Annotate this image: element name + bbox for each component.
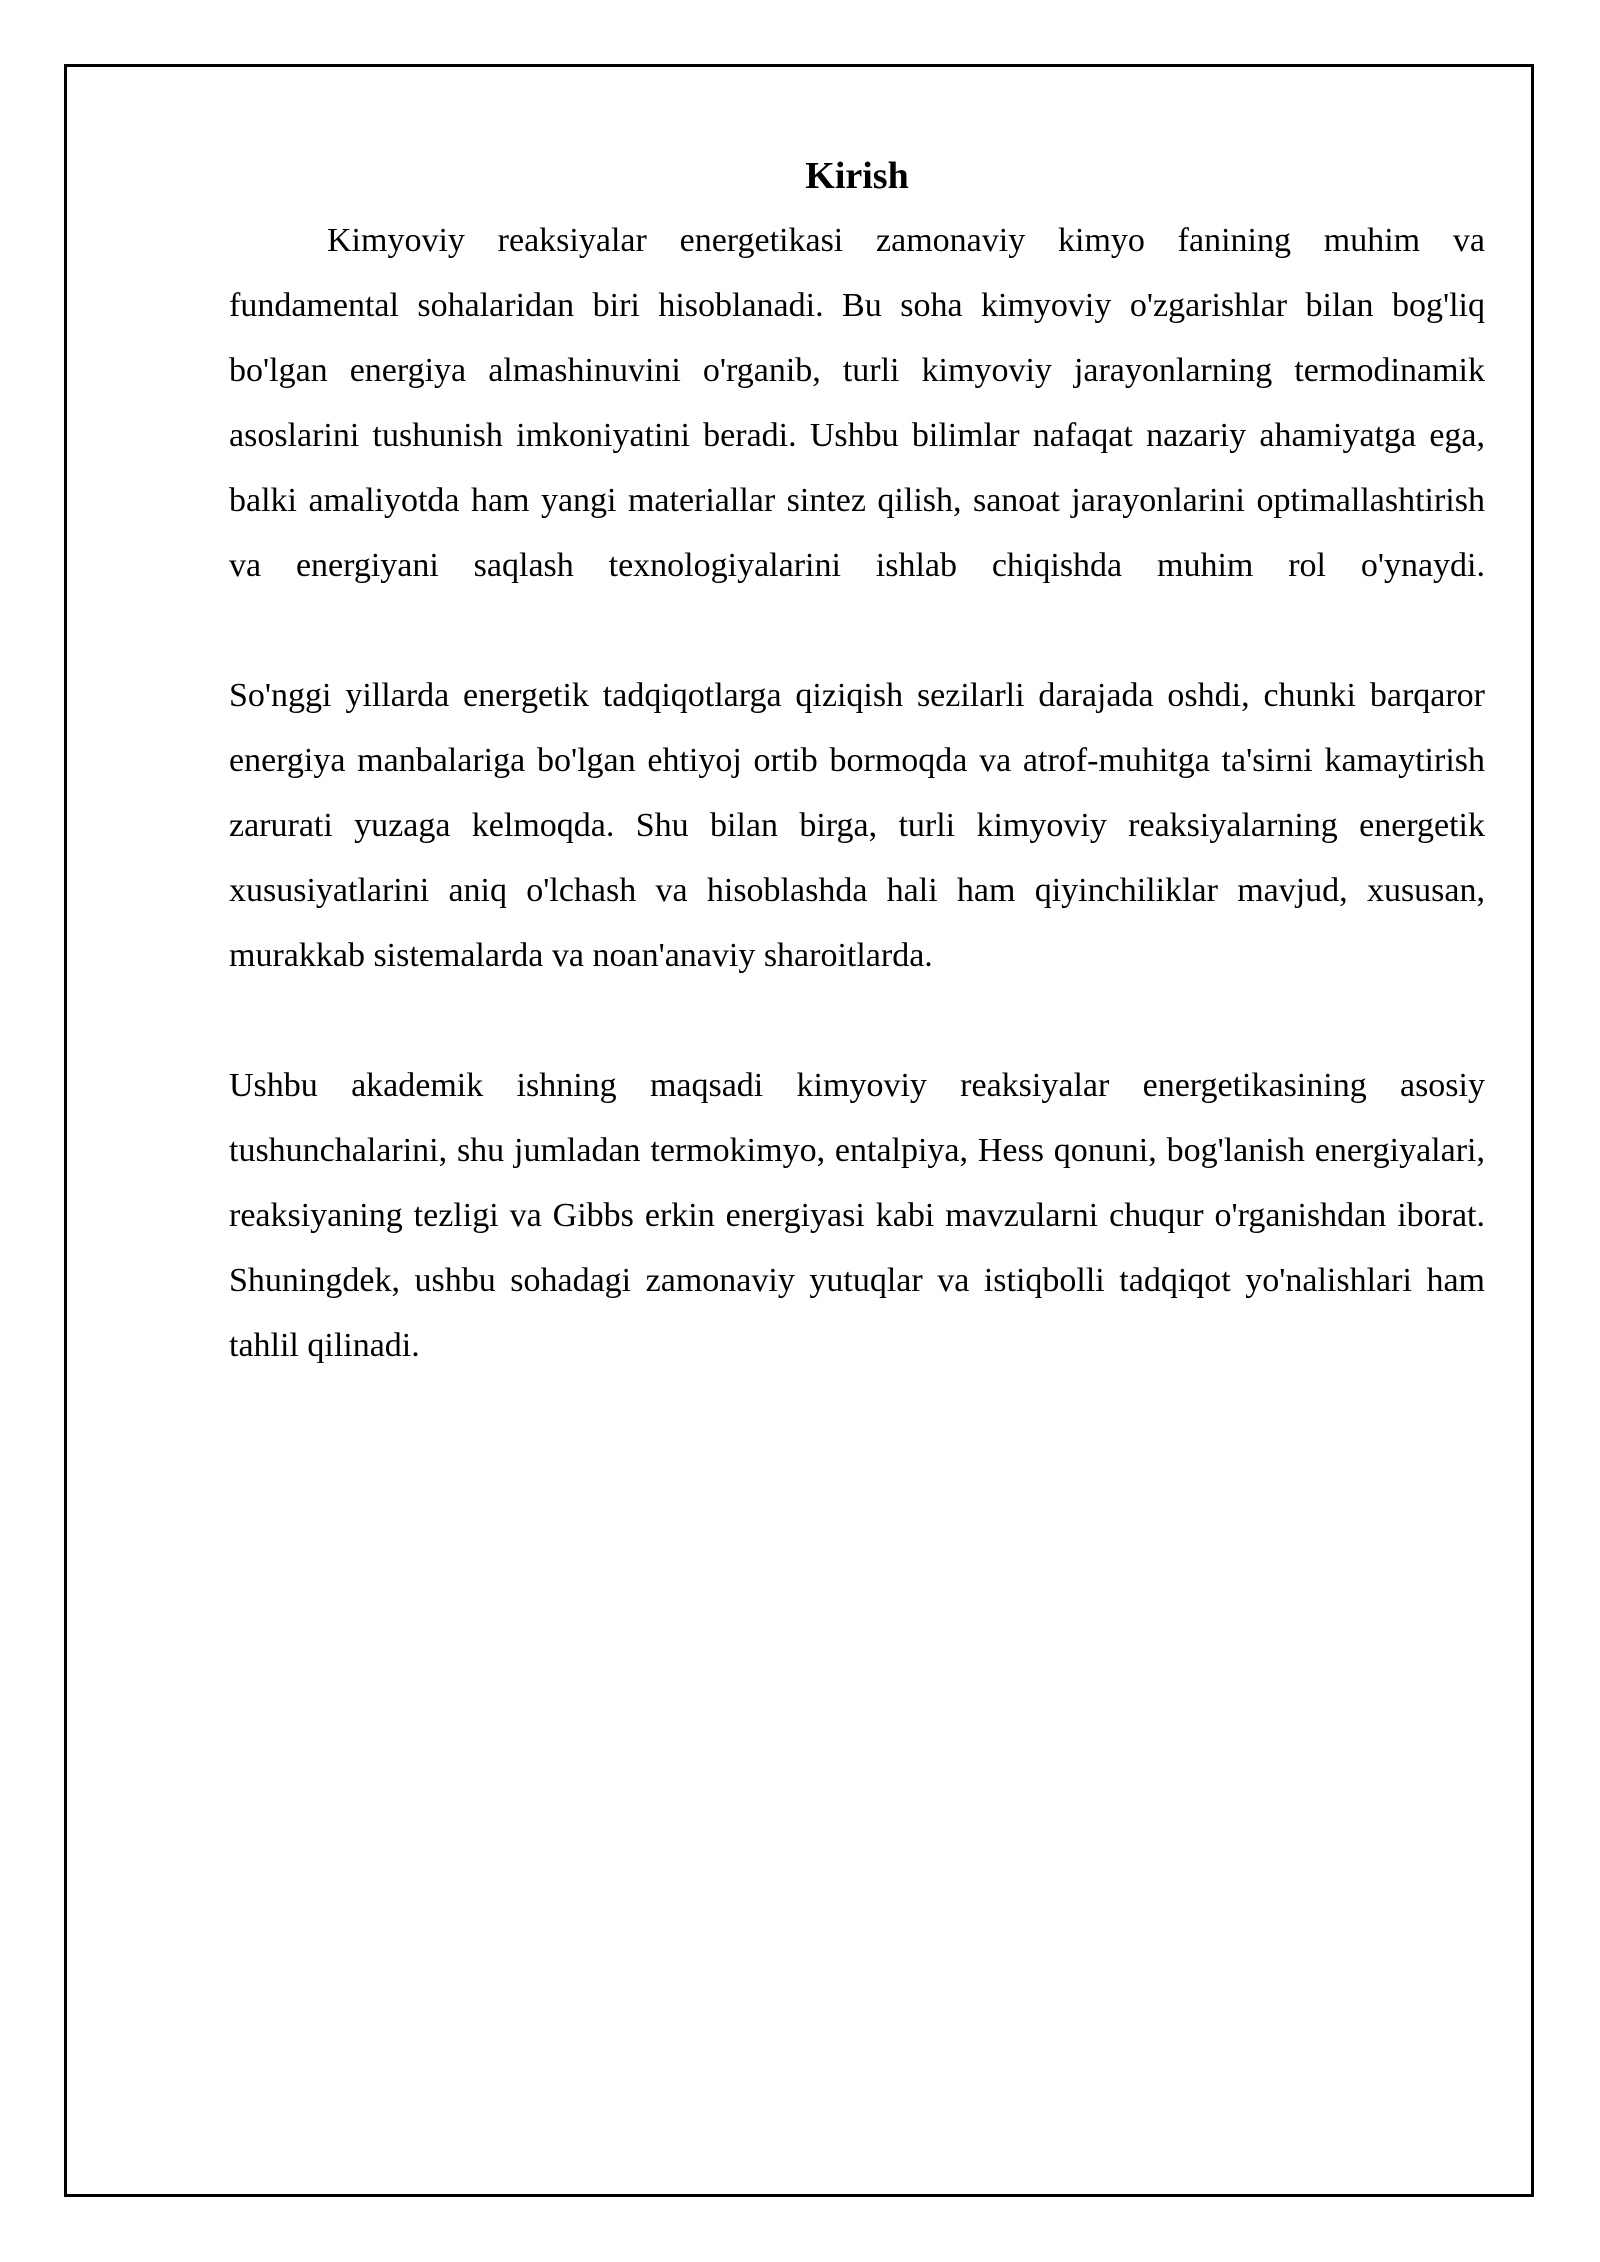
- page-title: Kirish: [805, 155, 909, 197]
- paragraph-spacer: [229, 598, 1485, 663]
- paragraph-research-interest: So'nggi yillarda energetik tadqiqotlarga qiziqish sezilarli darajada oshdi, chunki barqaror energiya manbalariga bo'lgan ehtiyoj ortib bormoqda va atrof-muhitga ta'sirni kamaytirish zarurati yuzaga kelmoqda. Shu bilan birga, turli kimyoviy reaksiyalarning energetik xususiyatlarini aniq o'lchash va hisoblashda hali ham qiyinchiliklar mavjud, xususan, murakkab sistemalarda va noan'anaviy sharoitlarda.: [229, 677, 1485, 974]
- paragraph-intro: Kimyoviy reaksiyalar energetikasi zamonaviy kimyo fanining muhim va fundamental sohalaridan biri hisoblanadi. Bu soha kimyoviy o'zgarishlar bilan bog'liq bo'lgan energiya almashinuvini o'rganib, turli kimyoviy jarayonlarning termodinamik asoslarini tushunish imkoniyatini beradi. Ushbu bilimlar nafaqat nazariy ahamiyatga ega, balki amaliyotda ham yangi materiallar sintez qilish, sanoat jarayonlarini optimallashtirish va energiyani saqlash texnologiyalarini ishlab chiqishda muhim rol o'ynaydi.: [229, 222, 1485, 584]
- paragraph-spacer: [229, 988, 1485, 1053]
- paragraph-goal: Ushbu akademik ishning maqsadi kimyoviy reaksiyalar energetikasining asosiy tushunchalarini, shu jumladan termokimyo, entalpiya, Hess qonuni, bog'lanish energiyalari, reaksiyaning tezligi va Gibbs erkin energiyasi kabi mavzularni chuqur o'rganishdan iborat. Shuningdek, ushbu sohadagi zamonaviy yutuqlar va istiqbolli tadqiqot yo'nalishlari ham tahlil qilinadi.: [229, 1067, 1485, 1364]
- document-body: [229, 148, 1485, 1378]
